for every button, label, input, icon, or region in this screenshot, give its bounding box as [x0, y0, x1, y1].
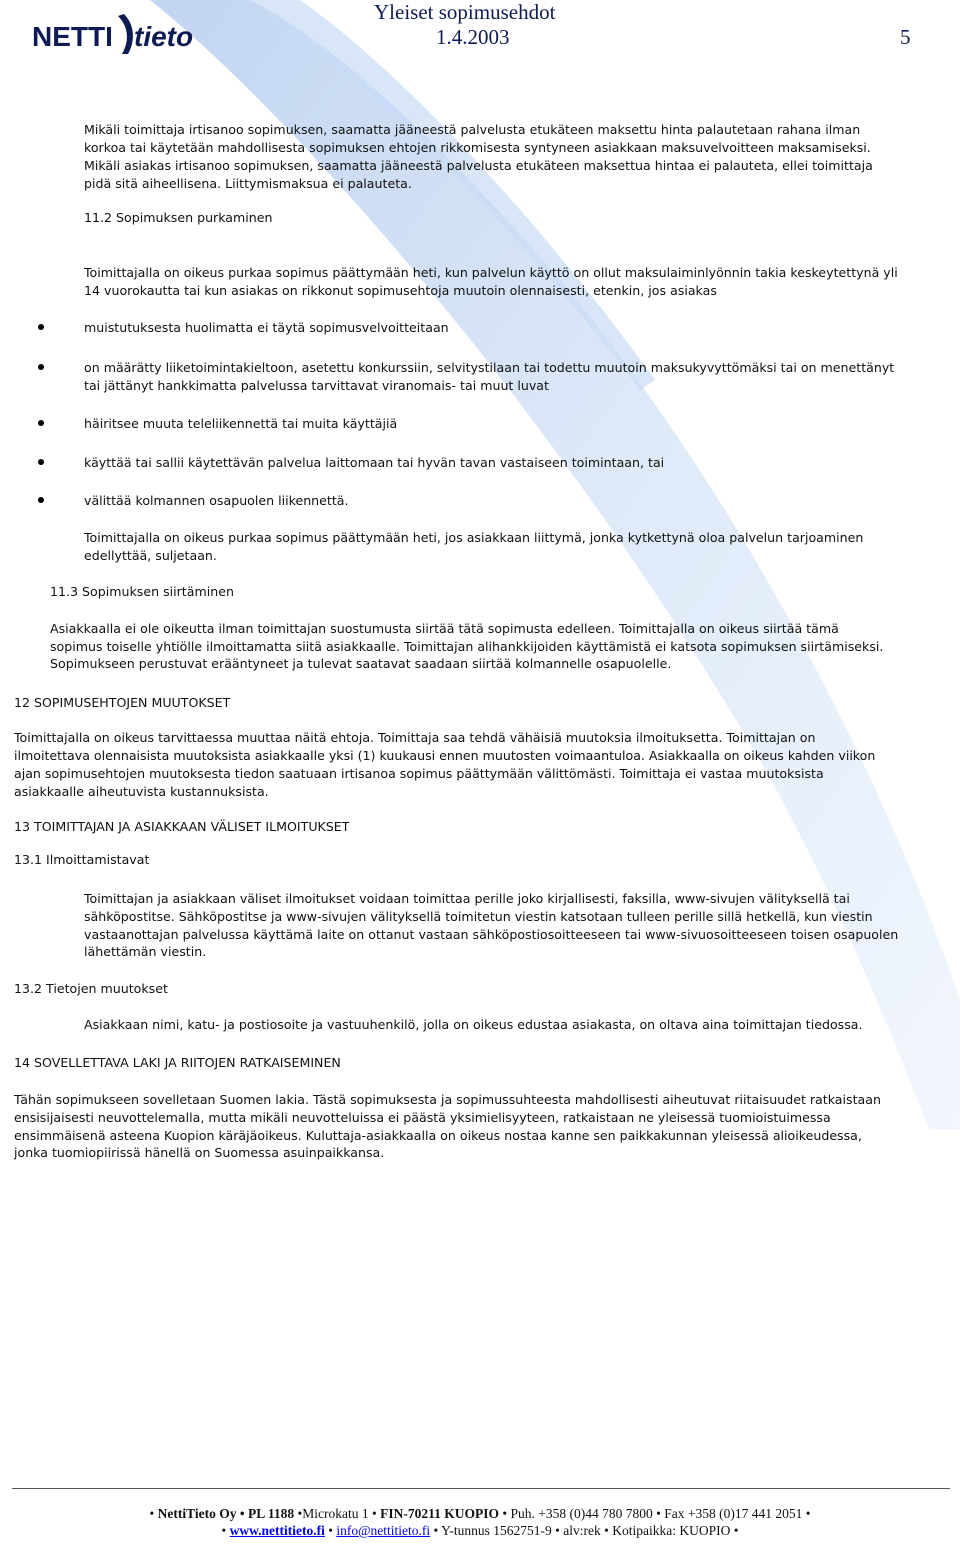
- footer-line-2: • www.nettitieto.fi • info@nettitieto.fi • Y-tunnus 1562751-9 • alv:rek • Kotipaikka: KUOPIO •: [221, 1523, 739, 1538]
- paragraph-line: Asiakkaan nimi, katu- ja postiosoite ja vastuuhenkilö, jolla on oikeus edustaa asiakasta, on oltava aina toimittajan tiedossa.: [84, 1017, 863, 1032]
- paragraph-line: edellyttää, suljetaan.: [84, 548, 217, 563]
- section-heading-12: 12 SOPIMUSEHTOJEN MUUTOKSET: [14, 695, 231, 710]
- list-item: tai jättänyt hankkimatta palvelussa tarvittavat viranomais- tai muut luvat: [84, 378, 549, 393]
- section-heading-11-3: 11.3 Sopimuksen siirtäminen: [50, 584, 234, 599]
- footer-divider: [12, 1488, 950, 1489]
- paragraph-line: Mikäli toimittaja irtisanoo sopimuksen, saamatta jääneestä palvelusta etukäteen maksettu hinta palautetaan rahana ilman: [84, 122, 861, 137]
- svg-text:tieto: tieto: [134, 21, 194, 52]
- paragraph-line: Sopimukseen perustuvat erääntyneet ja tulevat saatavat saadaan siirtää kolmannelle osapuolelle.: [50, 656, 672, 671]
- bullet-icon: [38, 324, 44, 330]
- paragraph-line: Toimittajalla on oikeus tarvittaessa muuttaa näitä ehtoja. Toimittaja saa tehdä vähäisiä muutoksia ilmoituksetta. Toimittajan on: [14, 730, 816, 745]
- website-link[interactable]: www.nettitieto.fi: [229, 1523, 325, 1538]
- footer-line-1: • NettiTieto Oy • PL 1188 •Microkatu 1 • FIN-70211 KUOPIO • Puh. +358 (0)44 780 7800 • Fax +358 (0)17 441 2051 •: [149, 1506, 811, 1521]
- paragraph-line: Toimittajalla on oikeus purkaa sopimus päättymään heti, jos asiakkaan liittymä, jonka kytkettynä oloa palvelun tarjoaminen: [84, 530, 864, 545]
- paragraph-line: pidä sitä aiheellisena. Liittymismaksua ei palauteta.: [84, 176, 412, 191]
- section-heading-14: 14 SOVELLETTAVA LAKI JA RIITOJEN RATKAISEMINEN: [14, 1055, 341, 1070]
- po-box: PL 1188: [248, 1506, 295, 1521]
- svg-text:NETTI: NETTI: [32, 21, 113, 52]
- vat-registration: alv:rek: [563, 1523, 601, 1538]
- domicile: Kotipaikka: KUOPIO: [612, 1523, 731, 1538]
- street-address: Microkatu 1: [302, 1506, 369, 1521]
- list-item: on määrätty liiketoimintakieltoon, asetettu konkurssiin, selvitystilaan tai todettu muutoin maksukyvyttömäksi tai on menettänyt: [84, 360, 895, 375]
- paragraph-line: ajan sopimusehtojen muutoksesta tiedon saatuaan irtisanoa sopimus päättymään välittömästi. Toimittaja ei vastaa muutoksista: [14, 766, 824, 781]
- nettitieto-logo: [30, 12, 202, 56]
- paragraph-line: jonka tuomiopiirissä hänellä on Suomessa asuinpaikkansa.: [14, 1145, 385, 1160]
- document-title: Yleiset sopimusehdot: [374, 0, 556, 24]
- company-name: NettiTieto Oy: [157, 1506, 237, 1521]
- paragraph-line: Toimittajan ja asiakkaan väliset ilmoitukset voidaan toimittaa perille joko kirjallisesti, faksilla, www-sivujen välityksellä tai: [84, 891, 850, 906]
- section-heading-13-1: 13.1 Ilmoittamistavat: [14, 852, 150, 867]
- bullet-icon: [38, 497, 44, 503]
- bullet-icon: [38, 420, 44, 426]
- list-item: välittää kolmannen osapuolen liikennettä.: [84, 493, 349, 508]
- phone: Puh. +358 (0)44 780 7800: [510, 1506, 653, 1521]
- paragraph-line: 14 vuorokautta tai kun asiakas on rikkonut sopimusehtoja muutoin olennaisesti, etenkin, jos asiakas: [84, 283, 717, 298]
- paragraph-line: ensisijaisesti neuvottelemalla, mutta mikäli neuvotteluissa ei päästä yksimielisyyteen, ratkaistaan ne yleisessä tuomioistuimessa: [14, 1110, 831, 1125]
- paragraph-line: Toimittajalla on oikeus purkaa sopimus päättymään heti, kun palvelun käyttö on ollut maksulaiminlyönnin takia keskeytettynä yli: [84, 265, 898, 280]
- list-item: muistutuksesta huolimatta ei täytä sopimusvelvoitteitaan: [84, 320, 449, 335]
- section-heading-11-2: 11.2 Sopimuksen purkaminen: [84, 210, 273, 225]
- section-heading-13: 13 TOIMITTAJAN JA ASIAKKAAN VÄLISET ILMOITUKSET: [14, 819, 350, 834]
- paragraph-line: sopimus toiselle yhtiölle ilmoittamatta siitä asiakkaalle. Toimittajan alihankkijoiden käyttämistä ei katsota sopimuksen siirtämiseksi.: [50, 639, 884, 654]
- paragraph-line: vastaanottajan palvelussa käyttämä laite on ottanut vastaan sähköpostiosoitteeseen tai www-sivuosoitteeseen toisen osapuolen: [84, 927, 899, 942]
- paragraph-line: ilmoitettava olennaisista muutoksista asiakkaalle yksi (1) kuukausi ennen muutosten voimaantuloa. Asiakkaalla on oikeus kahden viikon: [14, 748, 876, 763]
- business-id: Y-tunnus 1562751-9: [441, 1523, 552, 1538]
- email-link[interactable]: info@nettitieto.fi: [336, 1523, 431, 1538]
- paragraph-line: lähettämän viestin.: [84, 944, 207, 959]
- bullet-icon: [38, 459, 44, 465]
- paragraph-line: Tähän sopimukseen sovelletaan Suomen lakia. Tästä sopimuksesta ja sopimussuhteesta mahdollisesti aiheutuvat riitaisuudet ratkaistaan: [14, 1092, 881, 1107]
- paragraph-line: sähköpostitse. Sähköpostitse ja www-sivujen välityksellä toimitetun viestin katsotaan tulleen perille sillä hetkellä, kun viestin: [84, 909, 873, 924]
- bullet-icon: [38, 364, 44, 370]
- page-number: 5: [900, 25, 911, 49]
- postal-address: FIN-70211 KUOPIO: [380, 1506, 499, 1521]
- paragraph-line: korkoa tai käytetään mahdollisesta sopimuksen ehtojen rikkomisesta syntyneen asiakkaan maksuvelvoitteen maksamiseksi.: [84, 140, 871, 155]
- list-item: käyttää tai sallii käytettävän palvelua laittomaan tai hyvän tavan vastaiseen toimintaan, tai: [84, 455, 665, 470]
- list-item: häiritsee muuta teleliikennettä tai muita käyttäjiä: [84, 416, 398, 431]
- section-heading-13-2: 13.2 Tietojen muutokset: [14, 981, 168, 996]
- paragraph-line: Mikäli asiakas irtisanoo sopimuksen, saamatta jääneestä palvelusta etukäteen maksettua hintaa ei palauteta, ellei toimittaja: [84, 158, 873, 173]
- paragraph-line: Asiakkaalla ei ole oikeutta ilman toimittajan suostumusta siirtää tätä sopimusta edelleen. Toimittajalla on oikeus siirtää tämä: [50, 621, 839, 636]
- document-date: 1.4.2003: [436, 25, 510, 49]
- paragraph-line: asiakkaalle aiheutuvista kustannuksista.: [14, 784, 269, 799]
- fax: Fax +358 (0)17 441 2051: [664, 1506, 803, 1521]
- paragraph-line: ensimmäisenä asteena Kuopion käräjäoikeus. Kuluttaja-asiakkaalla on oikeus nostaa kanne sen paikkakunnan yleisessä alioikeudessa,: [14, 1128, 862, 1143]
